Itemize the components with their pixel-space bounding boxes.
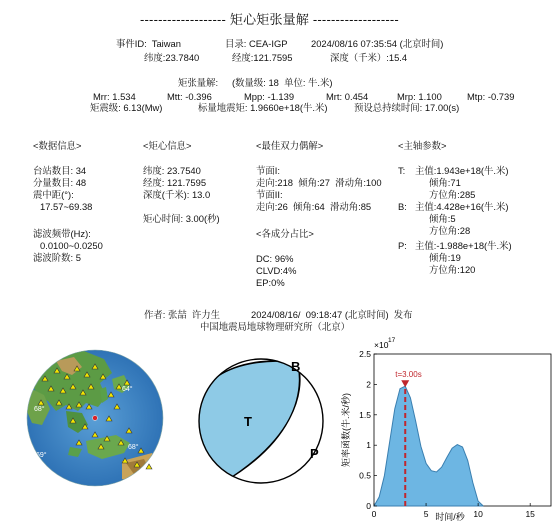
mt-mrt: Mrt: 0.454 [326,91,369,102]
b-axis-label: B: [398,201,407,212]
mt-mpp: Mpp: -1.139 [244,91,295,102]
t-axis-azimuth: 方位角:285 [429,189,476,200]
component-count: 分量数目: 48 [33,177,87,188]
exponent-power: 17 [388,337,396,344]
y-tick-label: 1 [366,440,371,451]
filter-order: 滤波阶数: 5 [33,252,81,263]
mt-title: 矩张量解: [178,77,219,88]
t-axis-marker: T [244,414,252,429]
p-axis-label: P: [398,240,407,251]
station-count: 台站数目: 34 [33,165,87,176]
y-tick-label: 0 [366,501,371,511]
catalog: 目录: CEA-IGP [225,38,288,49]
moment-rate-chart [340,334,554,523]
event-time: 2024/08/16 07:35:54 (北京时间) [311,38,444,49]
moment-rate-area [374,386,483,506]
axes-title: <主轴参数> [398,140,447,151]
distance-label-northwest: 68° [34,406,45,413]
mt-mtp: Mtp: -0.739 [467,91,515,102]
epicenter-marker [93,416,98,421]
component-ratio-title: <各成分占比> [256,228,314,239]
clvd-percent: CLVD:4% [256,265,297,276]
t-axis-plunge: 倾角:71 [429,177,461,188]
y-tick-label: 0.5 [359,470,371,481]
event-id: 事件ID: Taiwan [116,38,181,49]
event-lat: 纬度:23.7840 [144,52,200,63]
distance-label-southeast: 68° [128,444,139,451]
mt-duration: 预设总持续时间: 17.00(s) [354,102,460,113]
authors: 作者: 张喆 许力生 [144,309,221,320]
exponent-base: ×10 [374,340,389,350]
nodal-plane-2-label: 节面II: [256,189,283,200]
centroid-depth: 深度(千米): 13.0 [143,189,211,200]
b-axis-azimuth: 方位角:28 [429,225,471,236]
b-axis-value: 主值:4.428e+16(牛.米) [415,201,509,212]
t-axis-label: T: [398,165,406,176]
page-title: ------------------- 矩心矩张量解 ------------------- [140,12,399,27]
event-lon: 经度:121.7595 [232,52,293,63]
x-tick-label: 0 [371,509,377,519]
y-tick-label: 2 [366,379,371,390]
t-axis-value: 主值:1.943e+18(牛.米) [415,165,509,176]
nodal-plane-2-values: 走向:26 倾角:64 滑动角:85 [256,201,372,212]
centroid-title: <矩心信息> [143,140,192,151]
mt-mtt: Mtt: -0.396 [167,91,212,102]
y-axis-title: 矩率函数(牛.米/秒) [341,393,351,467]
p-axis-azimuth: 方位角:120 [429,264,476,275]
distance-label: 震中距(°): [33,189,74,200]
x-tick-label: 5 [423,509,429,519]
x-axis-title: 时间/秒 [435,512,465,522]
dc-title: <最佳双力偶解> [256,140,324,151]
institute: 中国地震局地球物理研究所（北京） [200,321,351,332]
station-map [26,349,164,487]
centroid-time: 矩心时间: 3.00(秒) [143,213,220,224]
p-axis-value: 主值:-1.988e+18(牛.米) [415,240,512,251]
filter-label: 滤波频带(Hz): [33,228,91,239]
centroid-time-marker [401,380,409,387]
y-tick-label: 2.5 [359,349,371,359]
y-tick-label: 1.5 [359,409,371,420]
nodal-plane-1-label: 节面I: [256,165,280,176]
mt-mrr: Mrr: 1.534 [93,91,136,102]
filter-value: 0.0100~0.0250 [40,240,103,251]
ep-percent: EP:0% [256,277,285,288]
beachball [194,354,328,488]
data-info-title: <数据信息> [33,140,82,151]
distance-label-southwest: 69° [36,452,47,459]
b-axis-plunge: 倾角:5 [429,213,456,224]
centroid-time-label: t=3.00s [395,370,422,380]
event-depth: 深度（千米）:15.4 [330,52,408,63]
centroid-lon: 经度: 121.7595 [143,177,207,188]
p-axis-marker: P [310,446,319,461]
distance-value: 17.57~69.38 [40,201,93,212]
nodal-plane-1-values: 走向:218 倾角:27 滑动角:100 [256,177,382,188]
mt-magnitude: 矩震级: 6.13(Mw) [90,102,163,113]
release-time: 2024/08/16/ 09:18:47 (北京时间) 发布 [251,309,413,320]
mt-scalar-moment: 标量地震矩: 1.9660e+18(牛.米) [198,102,328,113]
x-tick-label: 10 [473,509,483,519]
centroid-lat: 纬度: 23.7540 [143,165,201,176]
mt-mrp: Mrp: 1.100 [397,91,442,102]
b-axis-marker: B [291,359,301,374]
mt-exponent: (数量级: 18 单位: 牛.米) [232,77,333,88]
dc-percent: DC: 96% [256,253,294,264]
x-tick-label: 15 [525,509,535,519]
distance-label-north: 64° [122,386,133,393]
p-axis-plunge: 倾角:19 [429,252,461,263]
